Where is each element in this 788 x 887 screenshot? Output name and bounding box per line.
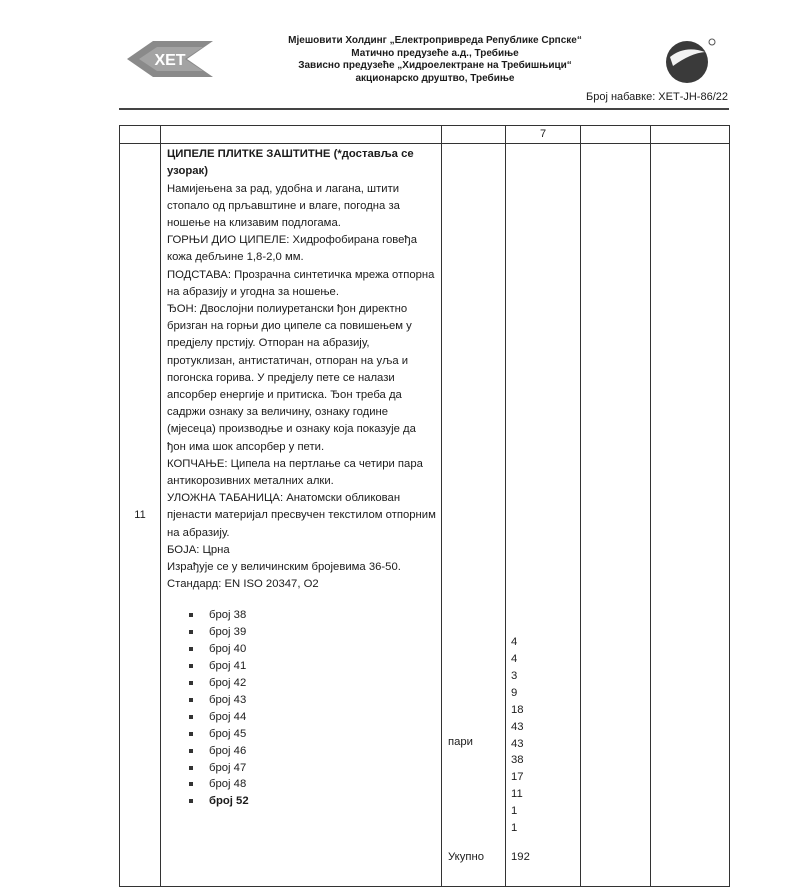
list-item: број 41	[189, 658, 437, 675]
quantity-value: 18	[511, 703, 524, 716]
size-list	[167, 607, 437, 810]
description-paragraph: ГОРЊИ ДИО ЦИПЕЛЕ: Хидрофобирана говеђа кожа дебљине 1,8-2,0 мм.	[167, 234, 417, 264]
org-line: Матично предузеће а.д., Требиње	[351, 47, 519, 59]
quantity-value: 4	[511, 653, 518, 666]
header-cell-quantity: 7	[506, 126, 581, 144]
list-item: број 46	[189, 743, 437, 760]
list-item: број 48	[189, 776, 437, 793]
description-paragraph: УЛОЖНА ТАБАНИЦА: Анатомски обликован пјенасти материјал пресвучен текстилом отпорним на абразију.	[167, 492, 436, 539]
quantity-value: 9	[511, 686, 518, 699]
unit-cell	[442, 144, 506, 887]
het-logo	[125, 38, 215, 85]
list-item: број 42	[189, 675, 437, 692]
description-paragraph: БОЈА: Црна	[167, 543, 230, 556]
quantity-list	[511, 634, 524, 837]
quantity-cell	[506, 144, 581, 887]
org-line: Зависно предузеће „Хидроелектране на Требишњици“	[298, 60, 572, 71]
description-paragraph: Израђује се у величинским бројевима 36-50.	[167, 561, 401, 574]
company-emblem-icon	[661, 36, 721, 91]
header-cell	[651, 126, 730, 144]
organization-name	[265, 35, 605, 85]
list-item: број 40	[189, 641, 437, 658]
header-rule	[119, 108, 729, 110]
list-item: број 44	[189, 709, 437, 726]
header-cell	[442, 126, 506, 144]
org-line: Мјешовити Холдинг „Електропривреда Републике Српске“	[288, 35, 582, 46]
total-label: Укупно	[448, 851, 485, 864]
description-paragraph: КОПЧАЊЕ: Ципела на пертлање са четири пара антикорозивних металних алки.	[167, 457, 423, 488]
het-logo-text: ХЕТ	[154, 52, 186, 69]
list-item: број 43	[189, 692, 437, 709]
description-paragraph: ЂОН: Двослојни полиуретански ђон директно бризган на горњи дио ципеле са повишењем у предјелу прстију. Отпоран на абразију, протуклизан, антистатичан, отпоран на уља и погонска горива. У предјелу пете се налази апсорбер енергије и притиска. Ђон треба да садржи ознаку за величину, ознаку године (мјесеца) производње и ознаку која показује да ђон има шок апсорбер у пети.	[167, 303, 416, 453]
list-item: број 52	[189, 793, 437, 810]
list-item: број 47	[189, 760, 437, 777]
quantity-value: 11	[511, 788, 523, 801]
item-title: ЦИПЕЛЕ ПЛИТКЕ ЗАШТИТНЕ (*доставља се узорак)	[167, 148, 414, 178]
quantity-value: 17	[511, 771, 524, 784]
header-cell	[120, 126, 161, 144]
document-header	[0, 0, 788, 112]
header-cell	[581, 126, 651, 144]
price-cell	[581, 144, 651, 887]
specification-table	[119, 125, 730, 887]
quantity-value: 4	[511, 636, 518, 649]
quantity-value: 43	[511, 720, 524, 733]
description-paragraph: Намијењена за рад, удобна и лагана, штити стопало од прљавштине и влаге, погодна за ношење на клизавим подлогама.	[167, 182, 400, 230]
item-description	[161, 144, 442, 887]
description-paragraph: Стандард: EN ISO 20347, O2	[167, 578, 319, 591]
table-row	[120, 144, 730, 887]
org-line: акционарско друштво, Требиње	[355, 72, 515, 84]
list-item: број 39	[189, 624, 437, 641]
amount-cell	[651, 144, 730, 887]
item-number: 11	[120, 144, 161, 887]
total-value: 192	[511, 851, 530, 864]
quantity-value: 38	[511, 754, 524, 767]
quantity-value: 43	[511, 737, 524, 750]
quantity-value: 3	[511, 669, 518, 682]
quantity-value: 1	[511, 822, 518, 834]
list-item: број 45	[189, 726, 437, 743]
description-paragraph: ПОДСТАВА: Прозрачна синтетичка мрежа отпорна на абразију и угодна за ношење.	[167, 268, 435, 298]
unit-label: пари	[448, 736, 473, 749]
procurement-number: Број набавке: ХЕТ-ЈН-86/22	[585, 91, 728, 103]
quantity-value: 1	[511, 805, 518, 818]
header-cell	[161, 126, 442, 144]
list-item: број 38	[189, 607, 437, 624]
table-header-row	[120, 126, 730, 144]
